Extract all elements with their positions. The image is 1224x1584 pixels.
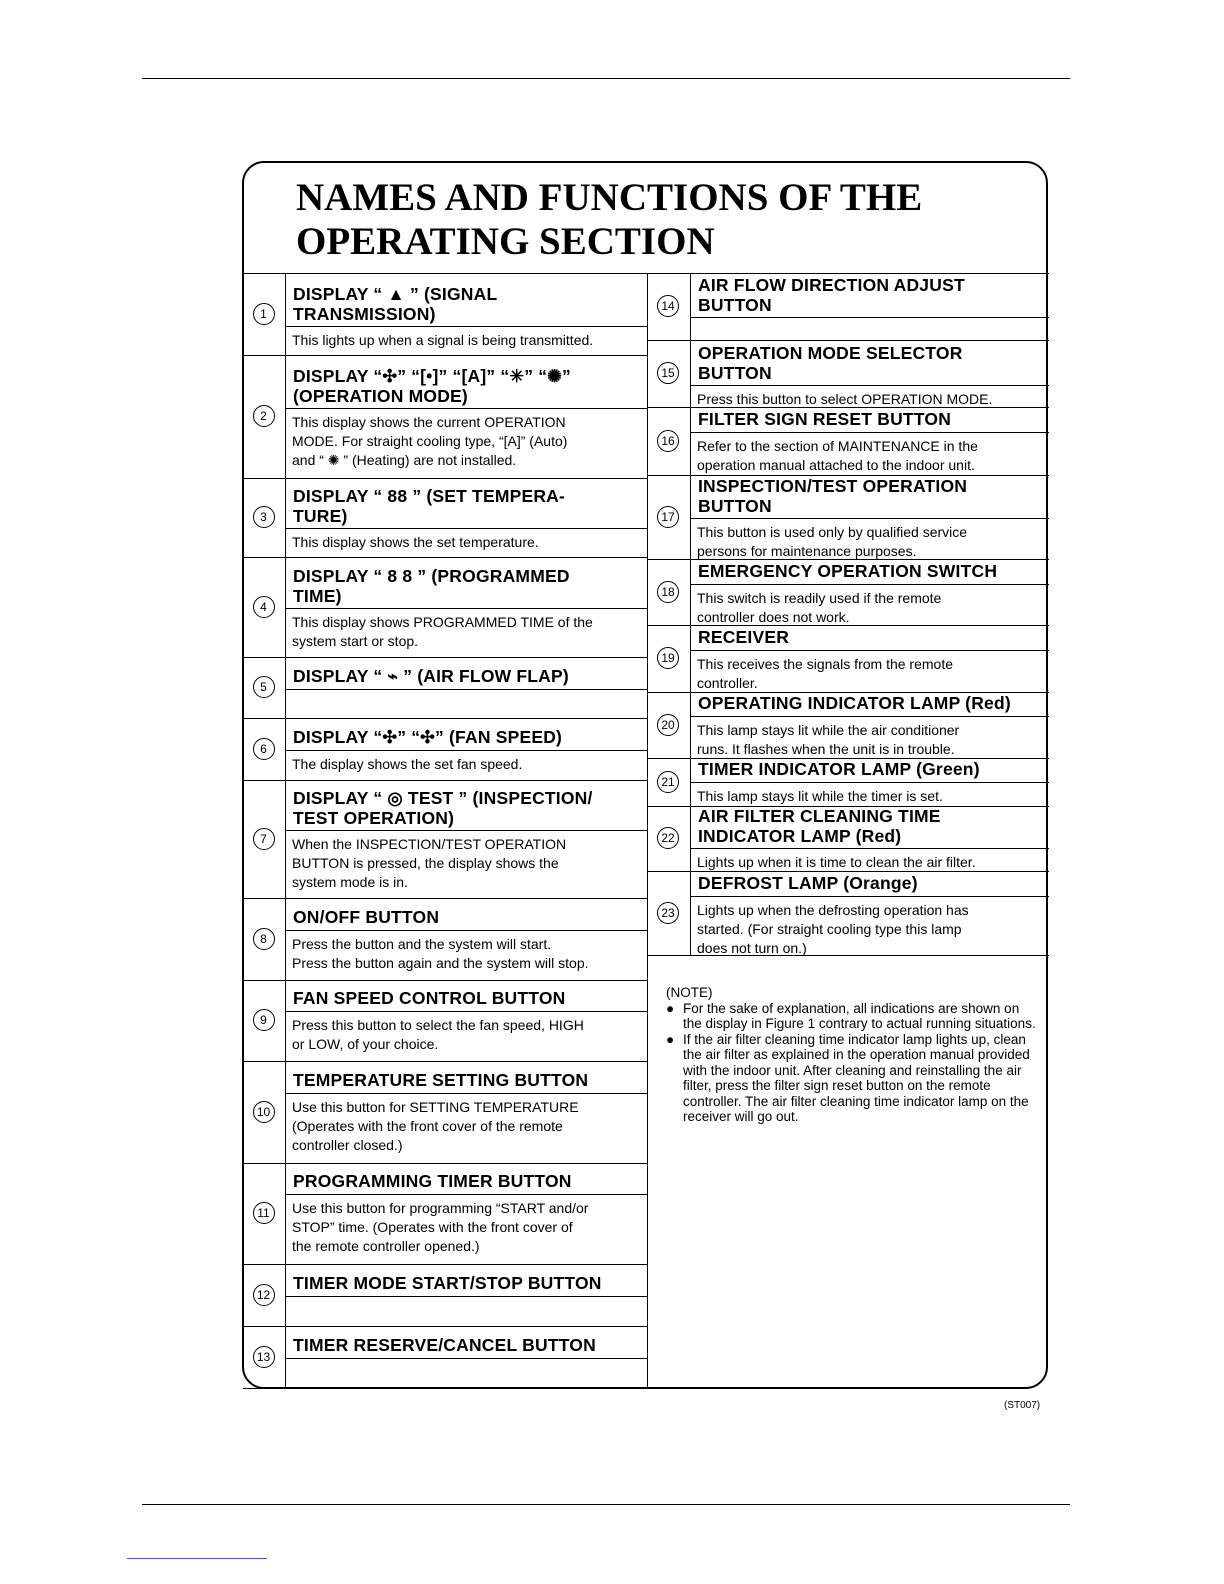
row-subdivider	[285, 689, 647, 690]
item-description-line: MODE. For straight cooling type, “[A]” (Auto)	[292, 433, 568, 449]
item-description-line: This switch is readily used if the remote	[697, 590, 942, 606]
row-subdivider	[285, 1296, 647, 1297]
item-number-badge: 11	[253, 1202, 275, 1224]
item-heading: DISPLAY “ ▲ ” (SIGNAL	[293, 284, 498, 304]
item-number-badge: 14	[657, 295, 679, 317]
page-title	[296, 176, 1016, 264]
row-subdivider	[285, 408, 647, 409]
note-list	[666, 1001, 1036, 1125]
item-description-line: This display shows the set temperature.	[292, 534, 539, 550]
item-description-line: controller closed.)	[292, 1137, 403, 1153]
item-number-badge: 21	[657, 771, 679, 793]
item-description-line: system mode is in.	[292, 874, 408, 890]
item-number-badge: 23	[657, 902, 679, 924]
item-description-line: Press the button again and the system will stop.	[292, 955, 589, 971]
item-description-line: controller.	[697, 675, 758, 691]
item-heading: DEFROST LAMP (Orange)	[698, 873, 918, 893]
item-heading: AIR FILTER CLEANING TIME	[698, 806, 941, 826]
item-heading-cont: TEST OPERATION)	[293, 808, 455, 828]
item-heading: OPERATING INDICATOR LAMP (Red)	[698, 693, 1011, 713]
item-heading: EMERGENCY OPERATION SWITCH	[698, 561, 998, 581]
row-subdivider	[285, 528, 647, 529]
item-number-badge: 13	[253, 1346, 275, 1368]
item-description-line: (Operates with the front cover of the remote	[292, 1118, 563, 1134]
item-heading: OPERATION MODE SELECTOR	[698, 343, 963, 363]
item-heading-cont: BUTTON	[698, 295, 772, 315]
row-subdivider	[690, 432, 1049, 433]
item-description-line: or LOW, of your choice.	[292, 1036, 439, 1052]
item-number-badge: 19	[657, 647, 679, 669]
item-description-line: When the INSPECTION/TEST OPERATION	[292, 836, 567, 852]
row-divider	[243, 1388, 647, 1389]
row-subdivider	[285, 1093, 647, 1094]
row-divider	[243, 1326, 647, 1327]
item-number-badge: 5	[253, 676, 275, 698]
row-subdivider	[285, 1358, 647, 1359]
page-link-underline	[127, 1558, 267, 1559]
item-description-line: This button is used only by qualified service	[697, 524, 968, 540]
item-heading: TEMPERATURE SETTING BUTTON	[293, 1070, 589, 1090]
item-heading: TIMER RESERVE/CANCEL BUTTON	[293, 1335, 596, 1355]
row-divider	[243, 355, 647, 356]
row-divider	[243, 273, 647, 274]
item-heading-cont: TIME)	[293, 586, 342, 606]
note-text: For the sake of explanation, all indications are shown on the display in Figure 1 contrary to actual running situations.	[683, 1000, 1036, 1031]
item-heading: TIMER INDICATOR LAMP (Green)	[698, 759, 980, 779]
item-description-line: This receives the signals from the remote	[697, 656, 953, 672]
item-heading-cont: TURE)	[293, 506, 348, 526]
item-heading-cont: BUTTON	[698, 363, 772, 383]
item-description-line: STOP” time. (Operates with the front cover of	[292, 1219, 573, 1235]
row-subdivider	[690, 518, 1049, 519]
item-number-badge: 10	[253, 1101, 275, 1123]
item-heading: DISPLAY “✣” “[•]” “[A]” “✳” “✺”	[293, 366, 571, 386]
note-label: (NOTE)	[666, 985, 713, 1000]
row-subdivider	[285, 1011, 647, 1012]
item-number-badge: 3	[253, 506, 275, 528]
item-number-badge: 1	[253, 303, 275, 325]
row-divider	[243, 657, 647, 658]
row-divider	[243, 980, 647, 981]
item-description-line: operation manual attached to the indoor unit.	[697, 457, 975, 473]
item-description-line: Lights up when the defrosting operation has	[697, 902, 969, 918]
item-description-line: Use this button for SETTING TEMPERATURE	[292, 1099, 579, 1115]
row-subdivider	[285, 930, 647, 931]
row-subdivider	[285, 608, 647, 609]
row-subdivider	[285, 1194, 647, 1195]
item-number-badge: 15	[657, 362, 679, 384]
item-heading: DISPLAY “ 8 8 ” (PROGRAMMED	[293, 566, 570, 586]
item-heading-cont: INDICATOR LAMP (Red)	[698, 826, 902, 846]
row-subdivider	[690, 385, 1049, 386]
row-subdivider	[690, 896, 1049, 897]
item-heading: RECEIVER	[698, 627, 790, 647]
item-number-badge: 20	[657, 714, 679, 736]
note-item	[666, 1032, 1036, 1125]
item-description-line: does not turn on.)	[697, 940, 807, 956]
row-subdivider	[285, 750, 647, 751]
center-divider	[647, 273, 648, 1389]
item-heading: TIMER MODE START/STOP BUTTON	[293, 1273, 602, 1293]
item-heading: FAN SPEED CONTROL BUTTON	[293, 988, 566, 1008]
row-divider	[243, 478, 647, 479]
item-heading: DISPLAY “ ⌁ ” (AIR FLOW FLAP)	[293, 666, 569, 686]
row-subdivider	[690, 317, 1049, 318]
row-divider	[647, 273, 1049, 274]
note-block	[666, 985, 1036, 1125]
item-heading: INSPECTION/TEST OPERATION	[698, 476, 968, 496]
item-description-line: The display shows the set fan speed.	[292, 756, 523, 772]
item-number-badge: 12	[253, 1284, 275, 1306]
row-divider	[243, 1163, 647, 1164]
item-description-line: Refer to the section of MAINTENANCE in the	[697, 438, 978, 454]
row-subdivider	[285, 830, 647, 831]
item-description-line: controller does not work.	[697, 609, 850, 625]
item-description-line: runs. It flashes when the unit is in trouble.	[697, 741, 955, 757]
item-heading: PROGRAMMING TIMER BUTTON	[293, 1171, 572, 1191]
note-text: If the air filter cleaning time indicator lamp lights up, clean the air filter as explained in the operation manual provided with the indoor unit. After cleaning and reinstalling the air filter, press the filter sign reset button on the remote controller. The air filter cleaning time indicator lamp on the receiver will go out.	[683, 1031, 1030, 1124]
item-description-line: system start or stop.	[292, 633, 419, 649]
row-divider	[243, 1061, 647, 1062]
row-divider	[243, 1264, 647, 1265]
top-rule	[142, 78, 1070, 79]
row-divider	[243, 718, 647, 719]
item-description-line: This display shows PROGRAMMED TIME of the	[292, 614, 593, 630]
item-heading-cont: (OPERATION MODE)	[293, 386, 468, 406]
item-description-line: This lamp stays lit while the air conditioner	[697, 722, 960, 738]
column-divider	[690, 273, 691, 955]
note-item	[666, 1001, 1036, 1032]
row-subdivider	[285, 326, 647, 327]
row-subdivider	[690, 584, 1049, 585]
row-subdivider	[690, 650, 1049, 651]
title-line-1: NAMES AND FUNCTIONS OF THE	[296, 176, 923, 219]
item-heading: DISPLAY “ 88 ” (SET TEMPERA-	[293, 486, 566, 506]
item-number-badge: 17	[657, 506, 679, 528]
bullet-icon: ●	[666, 1000, 675, 1016]
bottom-rule	[142, 1504, 1070, 1505]
item-description-line: Lights up when it is time to clean the air filter.	[697, 854, 976, 870]
bullet-icon: ●	[666, 1031, 675, 1047]
item-description-line: This lights up when a signal is being transmitted.	[292, 332, 594, 348]
item-number-badge: 9	[253, 1009, 275, 1031]
item-heading: FILTER SIGN RESET BUTTON	[698, 409, 952, 429]
item-description-line: started. (For straight cooling type this lamp	[697, 921, 962, 937]
row-divider	[243, 780, 647, 781]
row-divider	[243, 898, 647, 899]
item-heading: DISPLAY “ ◎ TEST ” (INSPECTION/	[293, 788, 593, 808]
row-divider	[243, 557, 647, 558]
item-heading: AIR FLOW DIRECTION ADJUST	[698, 275, 965, 295]
item-description-line: BUTTON is pressed, the display shows the	[292, 855, 559, 871]
item-number-badge: 22	[657, 827, 679, 849]
row-subdivider	[690, 716, 1049, 717]
row-subdivider	[690, 782, 1049, 783]
item-description-line: Use this button for programming “START and/or	[292, 1200, 589, 1216]
item-description-line: the remote controller opened.)	[292, 1238, 480, 1254]
item-number-badge: 7	[253, 828, 275, 850]
row-divider	[647, 340, 1049, 341]
item-description-line: Press this button to select OPERATION MODE.	[697, 391, 993, 407]
item-description-line: This lamp stays lit while the timer is set.	[697, 788, 943, 804]
column-divider	[285, 273, 286, 1388]
item-number-badge: 4	[253, 596, 275, 618]
item-description-line: Press the button and the system will start.	[292, 936, 552, 952]
item-description-line: Press this button to select the fan speed, HIGH	[292, 1017, 584, 1033]
row-subdivider	[690, 848, 1049, 849]
item-number-badge: 16	[657, 430, 679, 452]
item-heading-cont: BUTTON	[698, 496, 772, 516]
item-description-line: This display shows the current OPERATION	[292, 414, 566, 430]
item-number-badge: 8	[253, 928, 275, 950]
item-heading-cont: TRANSMISSION)	[293, 304, 436, 324]
item-heading: DISPLAY “✣” “✣” (FAN SPEED)	[293, 727, 563, 747]
item-number-badge: 18	[657, 581, 679, 603]
item-number-badge: 2	[253, 405, 275, 427]
title-line-2: OPERATING SECTION	[296, 220, 715, 263]
item-description-line: and “ ✺ ” (Heating) are not installed.	[292, 452, 517, 468]
item-description-line: persons for maintenance purposes.	[697, 543, 917, 559]
item-number-badge: 6	[253, 738, 275, 760]
item-heading: ON/OFF BUTTON	[293, 907, 440, 927]
figure-code: (ST007)	[1004, 1400, 1041, 1411]
